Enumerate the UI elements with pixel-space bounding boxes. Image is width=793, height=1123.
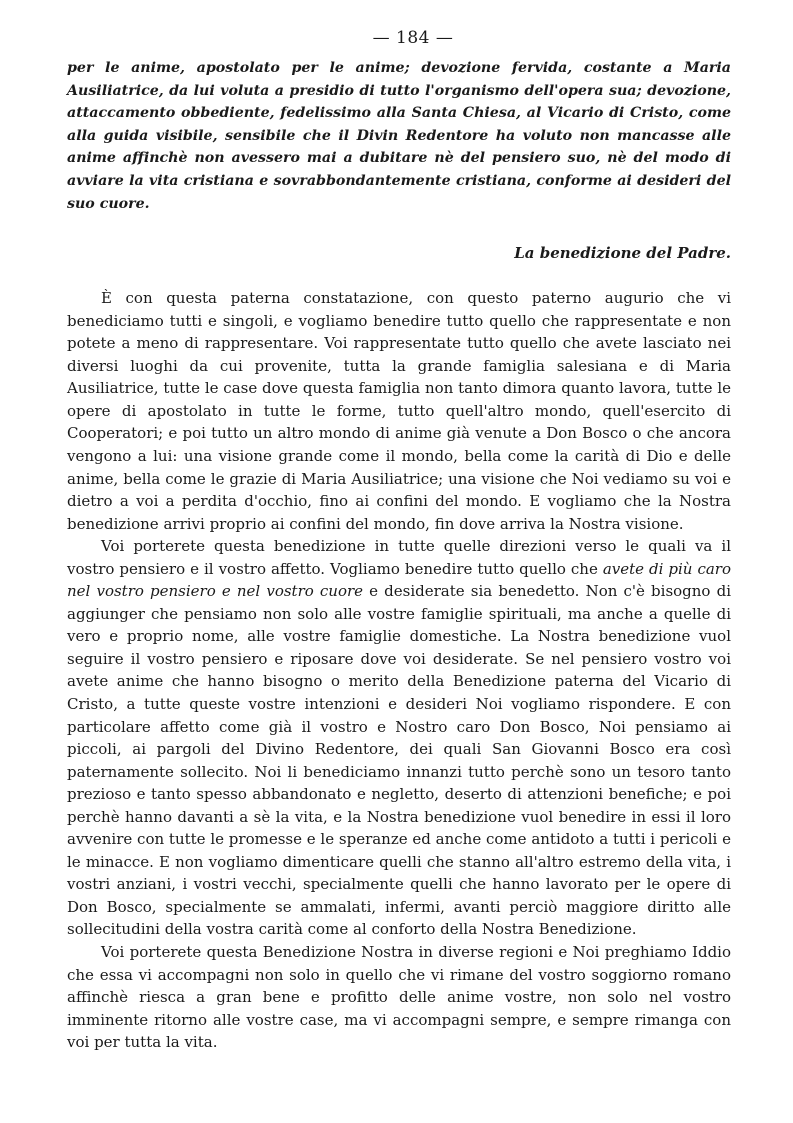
body-paragraph-3: Voi porterete questa Benedizione Nostra in diverse regioni e Noi preghiamo Iddio che essa vi accompagni non solo in quello che vi rimane del vostro soggiorno romano affinchè riesca a gran bene e profitto delle anime vostre, non solo nel vostro imminente ritorno alle vostre case, ma vi accompagni sempre, e sempre rimanga con voi per tutta la vita.	[67, 943, 731, 1052]
document-page	[67, 28, 731, 1054]
paragraph-2-text-end: e desiderate sia benedetto. Non c'è bisogno di aggiunger che pensiamo non solo alle vostre famiglie spirituali, ma anche a quelle di vero e proprio nome, alle vostre famiglie domestiche. La Nostra benedizione vuol seguire il vostro pensiero e riposare dove voi desiderate. Se nel pensiero vostro voi avete anime che hanno bisogno o merito della Benedizione paterna del Vicario di Cristo, a tutte queste vostre intenzioni e desideri Noi vogliamo rispondere. E con particolare affetto come già il vostro e Nostro caro Don Bosco, Noi pensiamo ai piccoli, ai pargoli del Divino Redentore, dei quali San Giovanni Bosco era così paternamente sollecito. Noi li benediciamo innanzi tutto perchè sono un tesoro tanto prezioso e tanto spesso abbandonato e negletto, deserto di attenzioni benefiche; e poi perchè hanno davanti a sè la vita, e la Nostra benedizione vuol benedire in essi il loro avvenire con tutte le promesse e le speranze ed anche come antidoto a tutti i pericoli e le minacce. E non vogliamo dimenticare quelli che stanno all'altro estremo della vita, i vostri anziani, i vostri vecchi, specialmente quelli che hanno lavorato per le opere di Don Bosco, specialmente se ammalati, infermi, avanti perciò maggiore diritto alle sollecitudini della vostra carità come al conforto della Nostra Benedizione.	[67, 582, 731, 939]
page-number: — 184 —	[372, 28, 454, 48]
body-paragraph-2	[67, 535, 731, 941]
body-paragraph-1: È con questa paterna constatazione, con questo paterno augurio che vi benediciamo tutti e singoli, e vogliamo benedire tutto quello che rappresentate e non potete a meno di rappresentare. Voi rappresentate tutto quello che avete lasciato nei diversi luoghi da cui provenite, tutta la grande famiglia salesiana e di Maria Ausiliatrice, tutte le case dove questa famiglia non tanto dimora quanto lavora, tutte le opere di apostolato in tutte le forme, tutto quell'altro mondo, quell'esercito di Cooperatori; e poi tutto un altro mondo di anime già venute a Don Bosco o che ancora vengono a lui: una visione grande come il mondo, bella come la carità di Dio e delle anime, bella come le grazie di Maria Ausiliatrice; una visione che Noi vediamo su voi e dietro a voi a perdita d'occhio, fino ai confini del mondo. E vogliamo che la Nostra benedizione arrivi proprio ai confini del mondo, fin dove arriva la Nostra visione.	[67, 289, 731, 533]
paragraph-2-text-start: Voi porterete questa benedizione in tutte quelle direzioni verso le quali va il vostro pensiero e il vostro affetto. Vogliamo benedire tutto quello che	[67, 537, 731, 578]
section-heading: La benedizione del Padre.	[514, 244, 731, 263]
paragraph-2-emphasis: avete di più caro nel vostro pensiero e nel vostro cuore	[67, 559, 731, 601]
intro-italic-paragraph: per le anime, apostolato per le anime; devozione fervida, costante a Maria Ausiliatrice, da lui voluta a presidio di tutto l'organismo dell'opera sua; devozione, attaccamento obbediente, fedelissimo alla Santa Chiesa, al Vicario di Cristo, come alla guida visibile, sensibile che il Divin Redentore ha voluto non mancasse alle anime affinchè non avessero mai a dubitare nè del pensiero suo, nè del modo di avviare la vita cristiana e sovrabbondantemente cristiana, conforme ai desideri del suo cuore.	[67, 60, 731, 212]
